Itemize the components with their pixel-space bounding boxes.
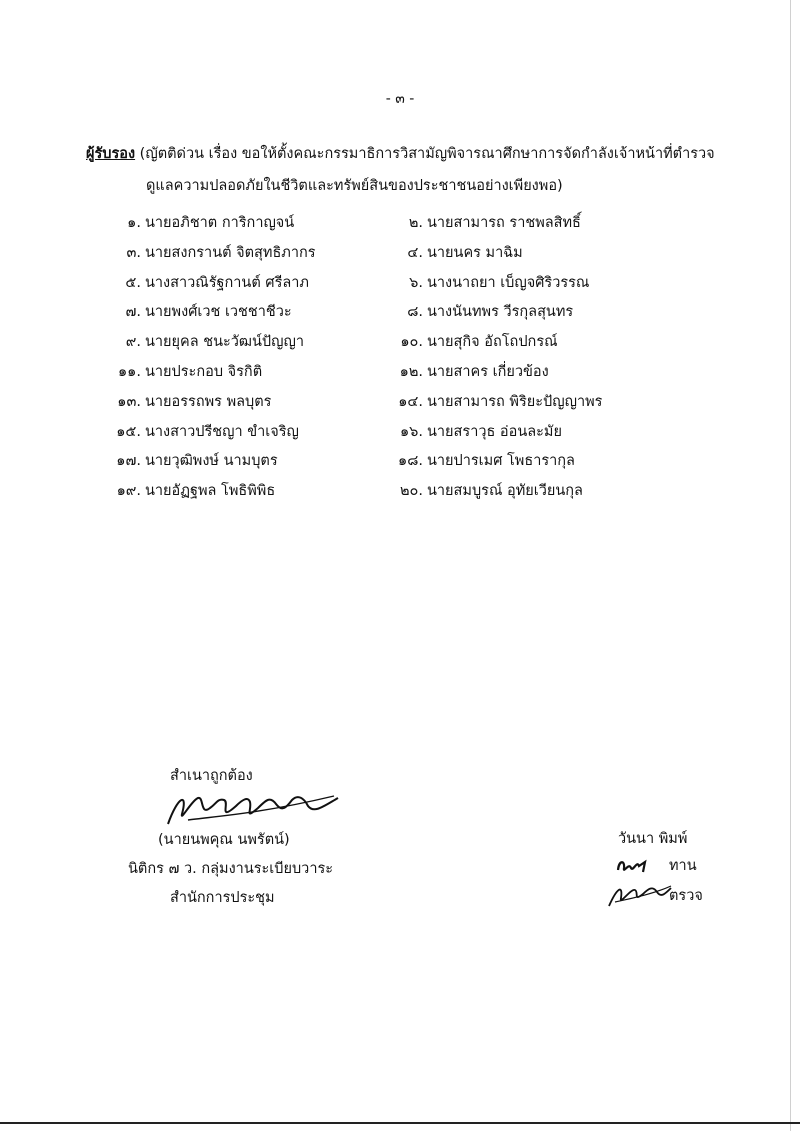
member-item xyxy=(389,394,602,411)
member-name: นางสาวณิรัฐกานต์ ศรีลาภ xyxy=(145,274,309,291)
member-number: ๙. xyxy=(125,334,141,351)
certifier-signature xyxy=(158,786,348,832)
member-name: นายประกอบ จิรกิติ xyxy=(145,364,263,380)
member-item xyxy=(389,453,575,470)
member-number: ๑๕. xyxy=(116,423,141,440)
member-item xyxy=(389,245,523,262)
typist-line: วันนา พิมพ์ xyxy=(618,831,688,847)
member-item xyxy=(107,453,278,470)
member-name: นายสงกรานต์ จิตสุทธิภากร xyxy=(145,244,316,261)
member-number: ๔. xyxy=(407,244,423,261)
member-item xyxy=(389,424,562,441)
member-name: นายสราวุธ อ่อนละมัย xyxy=(427,423,562,440)
heading-text: (ญัตติด่วน เรื่อง ขอให้ตั้งคณะกรรมาธิการวิสามัญพิจารณาศึกษาการจัดกำลังเจ้าหน้าที่ตำรวจ xyxy=(135,146,715,162)
member-number: ๘. xyxy=(407,304,423,321)
member-number: ๑๒. xyxy=(399,364,423,380)
member-number: ๑๔. xyxy=(398,393,423,410)
member-item xyxy=(107,304,292,321)
checker-word: ตรวจ xyxy=(669,888,703,904)
certification-title: สำเนาถูกต้อง xyxy=(170,768,253,784)
certifier-position: นิติกร ๗ ว. กลุ่มงานระเบียบวาระ xyxy=(128,861,334,877)
member-name: นายสามารถ ราชพลสิทธิ์ xyxy=(427,215,581,231)
member-name: นายนคร มาฉิม xyxy=(427,244,523,261)
member-name: นายปารเมศ โพธารากุล xyxy=(427,453,575,470)
checker-signature xyxy=(603,880,673,910)
heading-label: ผู้รับรอง xyxy=(86,146,136,162)
member-name: นางสาวปรีชญา ขำเจริญ xyxy=(145,423,299,440)
bottom-border xyxy=(0,1122,800,1124)
member-number: ๓. xyxy=(126,244,141,261)
member-item xyxy=(389,275,589,292)
member-name: นายอัฏฐพล โพธิพิพิธ xyxy=(145,483,276,500)
proofreader-line xyxy=(669,858,697,875)
member-name: นายสาคร เกี่ยวข้อง xyxy=(427,364,549,380)
member-name: นายวุฒิพงษ์ นามบุตร xyxy=(145,453,278,470)
certifier-office: สำนักการประชุม xyxy=(170,890,275,906)
member-item xyxy=(107,245,316,262)
member-item xyxy=(107,334,304,351)
member-item xyxy=(107,215,294,232)
member-name: นายสมบูรณ์ อุทัยเวียนกุล xyxy=(427,483,583,500)
member-item xyxy=(107,394,271,411)
heading-continuation: ดูแลความปลอดภัยในชีวิตและทรัพย์สินของประชาชนอย่างเพียงพอ) xyxy=(146,178,563,194)
member-number: ๑๖. xyxy=(399,423,423,440)
page-number: - ๓ - xyxy=(385,91,415,107)
member-number: ๑. xyxy=(127,215,141,231)
proofreader-word: ทาน xyxy=(669,858,697,874)
member-item xyxy=(389,334,558,351)
member-number: ๑๐. xyxy=(400,334,423,351)
member-name: นายยุคล ชนะวัฒน์ปัญญา xyxy=(145,334,304,351)
member-item xyxy=(389,304,573,321)
member-number: ๑๙. xyxy=(116,483,141,500)
member-name: นายสุกิจ อัถโถปกรณ์ xyxy=(427,334,558,351)
member-item xyxy=(107,364,262,381)
member-number: ๑๑. xyxy=(117,364,141,380)
certifier-name: (นายนพคุณ นพรัตน์) xyxy=(158,832,290,848)
member-name: นายอรรถพร พลบุตร xyxy=(145,393,272,410)
member-item xyxy=(389,215,581,232)
member-number: ๑๓. xyxy=(117,393,141,410)
member-number: ๖. xyxy=(409,274,423,291)
scan-edge xyxy=(790,0,791,1131)
member-number: ๒. xyxy=(408,215,423,231)
member-number: ๒๐. xyxy=(399,483,423,500)
member-item xyxy=(107,275,309,292)
member-list xyxy=(0,0,800,520)
member-name: นายสามารถ พิริยะปัญญาพร xyxy=(427,393,603,410)
member-item xyxy=(389,364,549,381)
member-number: ๑๗. xyxy=(116,453,141,470)
member-name: นางนันทพร วีรกุลสุนทร xyxy=(427,304,574,321)
member-item xyxy=(389,483,583,500)
member-number: ๗. xyxy=(125,304,141,321)
proofreader-initials xyxy=(615,856,651,876)
member-name: นายอภิชาต การิกาญจน์ xyxy=(145,215,295,231)
member-name: นายพงศ์เวช เวชชาชีวะ xyxy=(145,304,292,321)
checker-line xyxy=(669,888,703,905)
member-number: ๕. xyxy=(125,274,141,291)
member-name: นางนาถยา เบ็ญจศิริวรรณ xyxy=(427,274,590,291)
member-item xyxy=(107,483,275,500)
member-item xyxy=(107,424,299,441)
member-number: ๑๘. xyxy=(398,453,423,470)
